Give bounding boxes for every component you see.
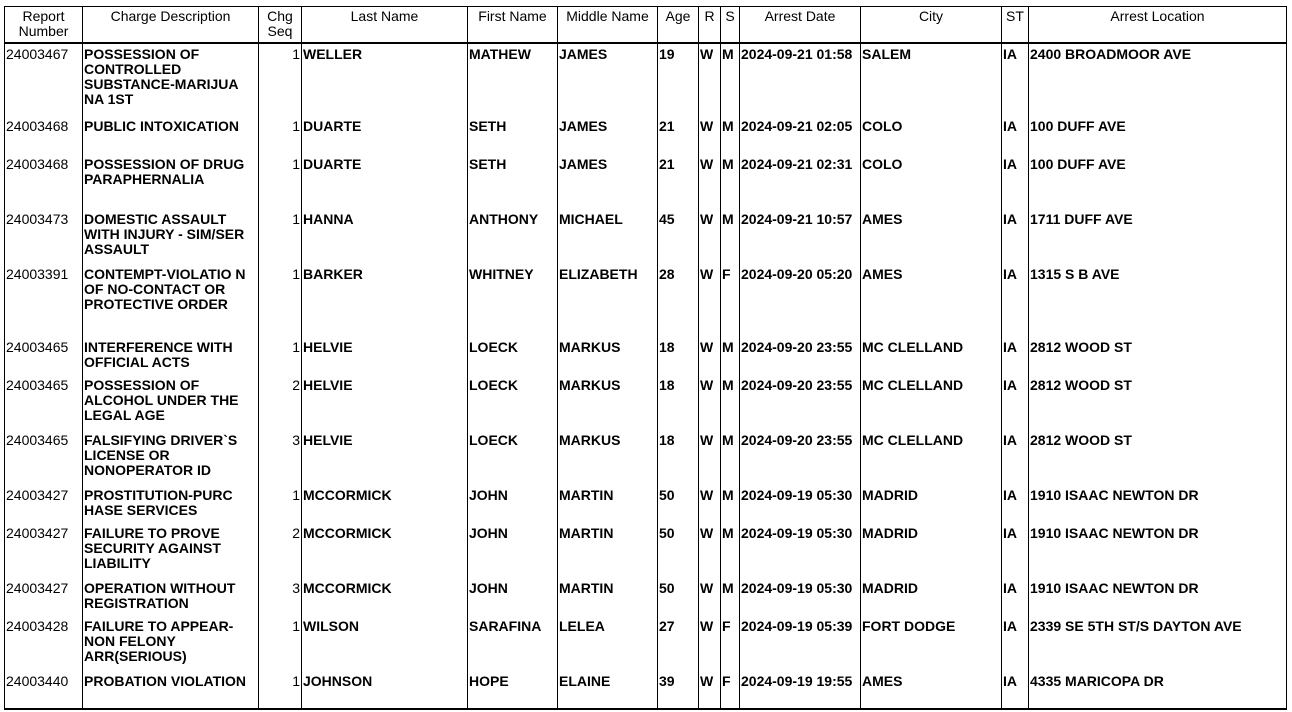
cell-report-number: 24003427 <box>5 578 83 616</box>
cell-city: FORT DODGE <box>861 616 1002 671</box>
cell-first-name: SARAFINA <box>468 616 558 671</box>
cell-race: W <box>699 671 721 709</box>
cell-sex: M <box>721 209 740 264</box>
cell-report-number: 24003468 <box>5 116 83 154</box>
cell-arrest-date: 2024-09-19 05:39 <box>740 616 861 671</box>
cell-charge-description: POSSESSION OF DRUG PARAPHERNALIA <box>83 154 259 209</box>
cell-state: IA <box>1002 264 1029 337</box>
cell-middle-name: MARTIN <box>558 485 658 523</box>
cell-state: IA <box>1002 43 1029 116</box>
cell-arrest-location: 2812 WOOD ST <box>1029 375 1287 430</box>
cell-middle-name: MARKUS <box>558 375 658 430</box>
cell-sex: M <box>721 578 740 616</box>
cell-city: SALEM <box>861 43 1002 116</box>
cell-middle-name: JAMES <box>558 43 658 116</box>
cell-age: 28 <box>658 264 699 337</box>
cell-state: IA <box>1002 430 1029 485</box>
cell-arrest-location: 100 DUFF AVE <box>1029 116 1287 154</box>
cell-last-name: JOHNSON <box>302 671 468 709</box>
cell-middle-name: MARTIN <box>558 578 658 616</box>
cell-arrest-date: 2024-09-21 02:31 <box>740 154 861 209</box>
header-age: Age <box>658 7 699 44</box>
cell-last-name: DUARTE <box>302 154 468 209</box>
cell-charge-description: DOMESTIC ASSAULT WITH INJURY - SIM/SER ASSAULT <box>83 209 259 264</box>
cell-report-number: 24003391 <box>5 264 83 337</box>
header-middle-name: Middle Name <box>558 7 658 44</box>
cell-race: W <box>699 116 721 154</box>
cell-chg-seq: 3 <box>259 430 302 485</box>
cell-chg-seq: 1 <box>259 616 302 671</box>
cell-arrest-location: 4335 MARICOPA DR <box>1029 671 1287 709</box>
table-row <box>5 209 1287 264</box>
cell-age: 45 <box>658 209 699 264</box>
cell-arrest-date: 2024-09-20 23:55 <box>740 430 861 485</box>
cell-arrest-date: 2024-09-20 23:55 <box>740 375 861 430</box>
cell-sex: M <box>721 116 740 154</box>
cell-race: W <box>699 616 721 671</box>
cell-city: AMES <box>861 671 1002 709</box>
cell-first-name: LOECK <box>468 337 558 375</box>
cell-charge-description: FAILURE TO PROVE SECURITY AGAINST LIABILITY <box>83 523 259 578</box>
cell-first-name: MATHEW <box>468 43 558 116</box>
cell-report-number: 24003468 <box>5 154 83 209</box>
cell-middle-name: MARKUS <box>558 337 658 375</box>
cell-chg-seq: 1 <box>259 209 302 264</box>
header-charge-description: Charge Description <box>83 7 259 44</box>
cell-last-name: WELLER <box>302 43 468 116</box>
cell-arrest-location: 2400 BROADMOOR AVE <box>1029 43 1287 116</box>
cell-state: IA <box>1002 337 1029 375</box>
cell-age: 21 <box>658 154 699 209</box>
cell-first-name: SETH <box>468 154 558 209</box>
cell-city: COLO <box>861 116 1002 154</box>
cell-arrest-location: 1315 S B AVE <box>1029 264 1287 337</box>
cell-chg-seq: 1 <box>259 337 302 375</box>
cell-charge-description: FALSIFYING DRIVER`S LICENSE OR NONOPERATOR ID <box>83 430 259 485</box>
cell-city: MADRID <box>861 578 1002 616</box>
cell-chg-seq: 1 <box>259 154 302 209</box>
cell-age: 19 <box>658 43 699 116</box>
cell-city: AMES <box>861 209 1002 264</box>
cell-last-name: HELVIE <box>302 375 468 430</box>
cell-middle-name: MARKUS <box>558 430 658 485</box>
cell-arrest-date: 2024-09-21 02:05 <box>740 116 861 154</box>
cell-middle-name: MARTIN <box>558 523 658 578</box>
cell-age: 27 <box>658 616 699 671</box>
cell-charge-description: FAILURE TO APPEAR-NON FELONY ARR(SERIOUS) <box>83 616 259 671</box>
cell-city: MC CLELLAND <box>861 337 1002 375</box>
cell-age: 39 <box>658 671 699 709</box>
cell-chg-seq: 1 <box>259 43 302 116</box>
cell-first-name: JOHN <box>468 523 558 578</box>
cell-report-number: 24003427 <box>5 523 83 578</box>
cell-state: IA <box>1002 154 1029 209</box>
cell-city: MC CLELLAND <box>861 375 1002 430</box>
table-row <box>5 375 1287 430</box>
table-row <box>5 154 1287 209</box>
cell-race: W <box>699 209 721 264</box>
table-row <box>5 264 1287 337</box>
cell-age: 21 <box>658 116 699 154</box>
cell-race: W <box>699 485 721 523</box>
cell-middle-name: ELAINE <box>558 671 658 709</box>
header-report-number: Report Number <box>5 7 83 44</box>
cell-report-number: 24003465 <box>5 375 83 430</box>
cell-arrest-date: 2024-09-21 01:58 <box>740 43 861 116</box>
cell-first-name: LOECK <box>468 430 558 485</box>
cell-age: 18 <box>658 430 699 485</box>
cell-report-number: 24003473 <box>5 209 83 264</box>
cell-charge-description: POSSESSION OF CONTROLLED SUBSTANCE-MARIJUA NA 1ST <box>83 43 259 116</box>
header-city: City <box>861 7 1002 44</box>
cell-middle-name: LELEA <box>558 616 658 671</box>
cell-race: W <box>699 43 721 116</box>
cell-race: W <box>699 430 721 485</box>
header-arrest-date: Arrest Date <box>740 7 861 44</box>
cell-race: W <box>699 523 721 578</box>
cell-middle-name: ELIZABETH <box>558 264 658 337</box>
cell-arrest-location: 2812 WOOD ST <box>1029 430 1287 485</box>
header-state: ST <box>1002 7 1029 44</box>
cell-age: 18 <box>658 375 699 430</box>
table-row <box>5 523 1287 578</box>
cell-age: 50 <box>658 578 699 616</box>
cell-charge-description: PROSTITUTION-PURC HASE SERVICES <box>83 485 259 523</box>
cell-race: W <box>699 264 721 337</box>
cell-chg-seq: 1 <box>259 116 302 154</box>
table-row <box>5 43 1287 116</box>
cell-sex: M <box>721 430 740 485</box>
cell-state: IA <box>1002 485 1029 523</box>
cell-first-name: HOPE <box>468 671 558 709</box>
cell-chg-seq: 3 <box>259 578 302 616</box>
cell-first-name: JOHN <box>468 578 558 616</box>
cell-state: IA <box>1002 523 1029 578</box>
cell-arrest-location: 1910 ISAAC NEWTON DR <box>1029 578 1287 616</box>
cell-last-name: BARKER <box>302 264 468 337</box>
cell-chg-seq: 1 <box>259 485 302 523</box>
cell-sex: F <box>721 264 740 337</box>
cell-report-number: 24003440 <box>5 671 83 709</box>
cell-middle-name: JAMES <box>558 116 658 154</box>
cell-state: IA <box>1002 578 1029 616</box>
cell-city: MADRID <box>861 485 1002 523</box>
cell-last-name: DUARTE <box>302 116 468 154</box>
cell-sex: M <box>721 485 740 523</box>
cell-middle-name: JAMES <box>558 154 658 209</box>
cell-sex: M <box>721 523 740 578</box>
cell-report-number: 24003467 <box>5 43 83 116</box>
header-row <box>5 7 1287 44</box>
cell-arrest-location: 2812 WOOD ST <box>1029 337 1287 375</box>
cell-race: W <box>699 578 721 616</box>
cell-sex: F <box>721 616 740 671</box>
cell-chg-seq: 2 <box>259 523 302 578</box>
cell-chg-seq: 1 <box>259 264 302 337</box>
header-arrest-location: Arrest Location <box>1029 7 1287 44</box>
cell-arrest-location: 1711 DUFF AVE <box>1029 209 1287 264</box>
table-row <box>5 671 1287 709</box>
cell-state: IA <box>1002 209 1029 264</box>
cell-chg-seq: 1 <box>259 671 302 709</box>
cell-arrest-location: 2339 SE 5TH ST/S DAYTON AVE <box>1029 616 1287 671</box>
cell-first-name: WHITNEY <box>468 264 558 337</box>
cell-arrest-date: 2024-09-19 05:30 <box>740 485 861 523</box>
cell-age: 50 <box>658 485 699 523</box>
table-row <box>5 430 1287 485</box>
cell-first-name: SETH <box>468 116 558 154</box>
cell-race: W <box>699 154 721 209</box>
cell-middle-name: MICHAEL <box>558 209 658 264</box>
header-sex: S <box>721 7 740 44</box>
cell-city: COLO <box>861 154 1002 209</box>
cell-last-name: MCCORMICK <box>302 523 468 578</box>
cell-last-name: HELVIE <box>302 430 468 485</box>
cell-arrest-location: 1910 ISAAC NEWTON DR <box>1029 485 1287 523</box>
cell-first-name: LOECK <box>468 375 558 430</box>
cell-first-name: ANTHONY <box>468 209 558 264</box>
cell-sex: M <box>721 43 740 116</box>
table-row <box>5 616 1287 671</box>
cell-sex: F <box>721 671 740 709</box>
cell-age: 18 <box>658 337 699 375</box>
cell-state: IA <box>1002 375 1029 430</box>
cell-city: MC CLELLAND <box>861 430 1002 485</box>
cell-arrest-location: 100 DUFF AVE <box>1029 154 1287 209</box>
header-last-name: Last Name <box>302 7 468 44</box>
cell-charge-description: CONTEMPT-VIOLATIO N OF NO-CONTACT OR PROTECTIVE ORDER <box>83 264 259 337</box>
cell-report-number: 24003428 <box>5 616 83 671</box>
cell-last-name: WILSON <box>302 616 468 671</box>
cell-sex: M <box>721 154 740 209</box>
cell-chg-seq: 2 <box>259 375 302 430</box>
cell-last-name: HELVIE <box>302 337 468 375</box>
cell-sex: M <box>721 375 740 430</box>
cell-last-name: MCCORMICK <box>302 485 468 523</box>
header-race: R <box>699 7 721 44</box>
cell-state: IA <box>1002 616 1029 671</box>
cell-report-number: 24003465 <box>5 430 83 485</box>
header-first-name: First Name <box>468 7 558 44</box>
cell-first-name: JOHN <box>468 485 558 523</box>
cell-charge-description: PROBATION VIOLATION <box>83 671 259 709</box>
cell-race: W <box>699 375 721 430</box>
cell-arrest-date: 2024-09-21 10:57 <box>740 209 861 264</box>
table-row <box>5 116 1287 154</box>
table-row <box>5 337 1287 375</box>
cell-charge-description: INTERFERENCE WITH OFFICIAL ACTS <box>83 337 259 375</box>
cell-arrest-date: 2024-09-19 05:30 <box>740 578 861 616</box>
cell-sex: M <box>721 337 740 375</box>
cell-report-number: 24003427 <box>5 485 83 523</box>
cell-last-name: HANNA <box>302 209 468 264</box>
cell-charge-description: OPERATION WITHOUT REGISTRATION <box>83 578 259 616</box>
cell-race: W <box>699 337 721 375</box>
cell-charge-description: PUBLIC INTOXICATION <box>83 116 259 154</box>
cell-arrest-date: 2024-09-19 19:55 <box>740 671 861 709</box>
cell-charge-description: POSSESSION OF ALCOHOL UNDER THE LEGAL AGE <box>83 375 259 430</box>
cell-state: IA <box>1002 671 1029 709</box>
cell-arrest-date: 2024-09-20 05:20 <box>740 264 861 337</box>
cell-state: IA <box>1002 116 1029 154</box>
header-chg-seq: Chg Seq <box>259 7 302 44</box>
cell-arrest-location: 1910 ISAAC NEWTON DR <box>1029 523 1287 578</box>
cell-last-name: MCCORMICK <box>302 578 468 616</box>
arrest-log-table <box>4 6 1287 710</box>
cell-report-number: 24003465 <box>5 337 83 375</box>
cell-city: MADRID <box>861 523 1002 578</box>
cell-arrest-date: 2024-09-20 23:55 <box>740 337 861 375</box>
table-row <box>5 485 1287 523</box>
cell-arrest-date: 2024-09-19 05:30 <box>740 523 861 578</box>
cell-age: 50 <box>658 523 699 578</box>
cell-city: AMES <box>861 264 1002 337</box>
table-row <box>5 578 1287 616</box>
